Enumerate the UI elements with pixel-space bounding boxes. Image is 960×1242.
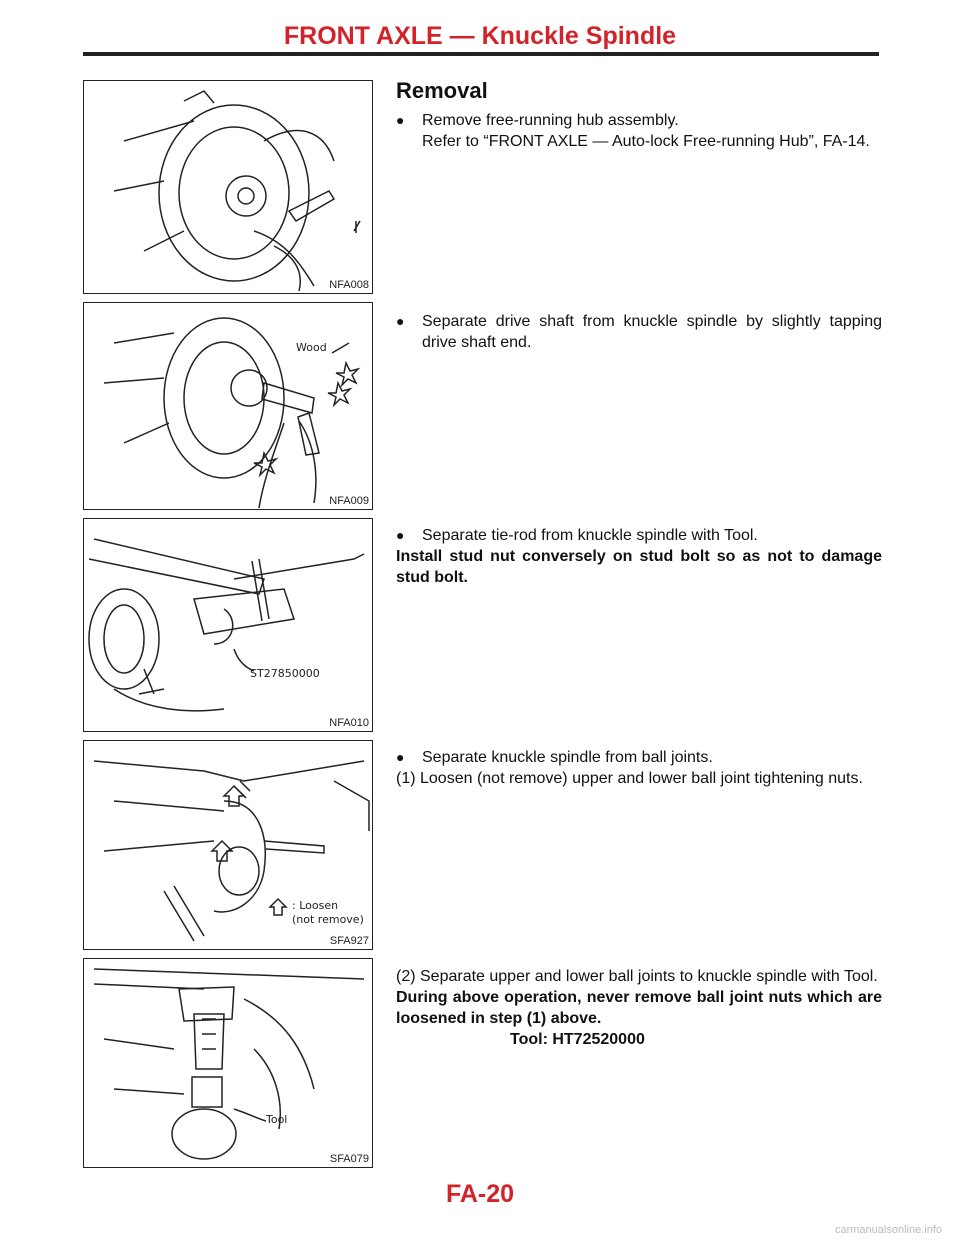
page-number: FA-20 [445, 1180, 515, 1208]
figure-nfa009 [83, 302, 373, 510]
bullet-icon: ● [396, 112, 405, 128]
bullet-item [396, 525, 882, 546]
figure-code: NFA009 [329, 495, 369, 507]
bullet-icon: ● [396, 527, 405, 543]
hub-removal-illustration [84, 81, 373, 294]
step-reference: Refer to “FRONT AXLE — Auto-lock Free-running Hub”, FA-14. [422, 133, 870, 150]
watermark: carmanualsonline.info [834, 1224, 942, 1236]
bullet-item [396, 110, 882, 131]
header-rule [83, 52, 879, 56]
section-heading-removal: Removal [396, 78, 488, 103]
bullet-icon: ● [396, 749, 405, 765]
figure-label-wood: Wood [296, 341, 327, 354]
bullet-icon: ● [396, 313, 405, 329]
step-caution-note: During above operation, never remove ball joint nuts which are loosened in step (1) above. [396, 989, 882, 1027]
figure-label-not-remove: (not remove) [292, 913, 364, 926]
figure-sfa927 [83, 740, 373, 950]
figure-code: SFA079 [329, 1153, 369, 1165]
step-remove-hub [396, 110, 882, 152]
figure-label-tool: Tool [266, 1113, 288, 1126]
step-separate-with-tool [396, 966, 882, 1050]
drive-shaft-tap-illustration [84, 303, 373, 510]
tie-rod-tool-illustration [84, 519, 373, 732]
ball-joint-separate-illustration [84, 959, 373, 1168]
substep-loosen: (1) Loosen (not remove) upper and lower ball joint tightening nuts. [396, 770, 863, 787]
step-separate-ball-joints [396, 747, 882, 789]
figure-code: NFA008 [329, 279, 369, 291]
page-header-title: FRONT AXLE — Knuckle Spindle [283, 22, 677, 50]
figure-nfa010 [83, 518, 373, 732]
figure-label-loosen: : Loosen [292, 899, 339, 912]
step-caution-note: Install stud nut conversely on stud bolt so as not to damage stud bolt. [396, 548, 882, 586]
step-text: Separate knuckle spindle from ball joints. [422, 749, 713, 766]
step-text: Remove free-running hub assembly. [422, 112, 679, 129]
figure-sfa079 [83, 958, 373, 1168]
step-separate-drive-shaft [396, 311, 882, 353]
tool-number: Tool: HT72520000 [510, 1031, 645, 1048]
bullet-item [396, 747, 882, 768]
figure-code: SFA927 [329, 935, 369, 947]
figure-label-tool-number: ST27850000 [250, 667, 320, 680]
step-text: Separate tie-rod from knuckle spindle with Tool. [422, 527, 758, 544]
bullet-item [396, 311, 882, 353]
step-separate-tie-rod [396, 525, 882, 588]
figure-code: NFA010 [329, 717, 369, 729]
figure-nfa008 [83, 80, 373, 294]
substep-separate: (2) Separate upper and lower ball joints to knuckle spindle with Tool. [396, 968, 878, 985]
step-text: Separate drive shaft from knuckle spindle by slightly tapping drive shaft end. [422, 313, 882, 351]
